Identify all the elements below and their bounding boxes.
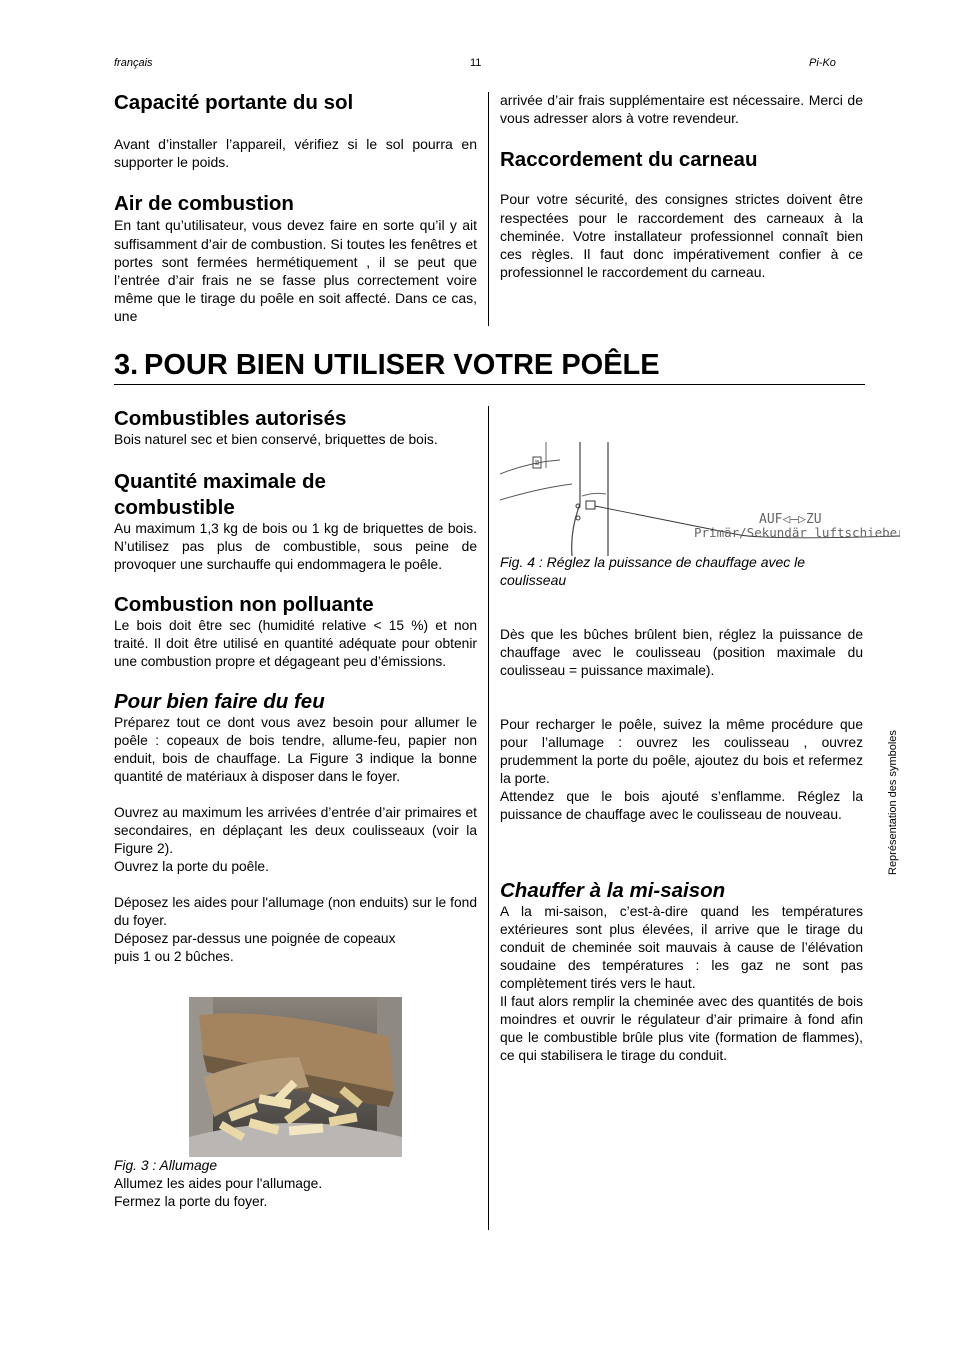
paragraph: puis 1 ou 2 bûches. — [114, 949, 234, 964]
chapter-title: POUR BIEN UTILISER VOTRE POÊLE — [144, 349, 660, 381]
paragraph: Bois naturel sec et bien conservé, briquettes de bois. — [114, 432, 438, 447]
chapter-heading — [114, 346, 865, 385]
heading-quantite-b: combustible — [114, 496, 235, 519]
paragraph: Avant d’installer l’appareil, vérifiez si le sol pourra en supporter le poids. — [114, 136, 477, 171]
paragraph: Ouvrez la porte du poêle. — [114, 859, 269, 874]
paragraph: Ouvrez au maximum les arrivées d’entrée d’air primaires et secondaires, en déplaçant les deux coulisseaux (voir la Figure 2). — [114, 805, 477, 856]
paragraph: Préparez tout ce dont vous avez besoin pour allumer le poêle : copeaux de bois tendre, allume-feu, papier non enduit, bois de chauffage. La Figure 3 indique la bonne quantité de matériaux à disposer dans le foyer. — [114, 715, 477, 784]
fig4-label-auf-zu: AUF◁—▷ZU — [759, 512, 822, 527]
fig3-fire-photo — [189, 997, 402, 1157]
left-column-bottom — [114, 1157, 477, 1211]
paragraph: Fermez la porte du foyer. — [114, 1194, 268, 1209]
top-right-column — [500, 91, 863, 281]
left-column — [114, 406, 477, 966]
header-language: français — [114, 57, 153, 69]
paragraph: arrivée d’air frais supplémentaire est nécessaire. Merci de vous adresser alors à votre revendeur. — [500, 92, 863, 127]
fig4-label-luftschieber: Primär/Sekundär luftschieber — [694, 525, 900, 540]
paragraph: Attendez que le bois ajouté s’enflamme. Réglez la puissance de chauffage avec le coulisseau de nouveau. — [500, 789, 863, 823]
header-product: Pi-Ko — [809, 57, 836, 69]
paragraph: Le bois doit être sec (humidité relative < 15 %) et non traité. Il doit être utilisé en quantité adéquate pour obtenir une combustion propre et dégageant peu d’émissions. — [114, 618, 477, 669]
fig4-caption-a: Fig. 4 : Réglez la puissance de chauffage avec le — [500, 554, 806, 570]
right-column — [500, 553, 863, 1065]
paragraph: Déposez les aides pour l'allumage (non enduits) sur le fond du foyer. — [114, 895, 477, 928]
paragraph: Pour recharger le poêle, suivez la même procédure que pour l’allumage : ouvrez les coulisseau , ouvrez prudemment la porte du poêle, ajoutez du bois et refermez la porte. — [500, 717, 863, 787]
fig4-stove-diagram — [500, 440, 900, 556]
paragraph: En tant qu’utilisateur, vous devez faire en sorte qu’il y ait suffisamment d’air de combustion. Si toutes les fenêtres et portes sont fermées hermétiquement , il se peut que l’entrée d’air frais ne se fasse plus correctement voire même que le tirage du poêle en soit affecté. Dans ce cas, une — [114, 217, 477, 325]
heading-combustion-non-polluante: Combustion non polluante — [114, 593, 374, 616]
paragraph: Dès que les bûches brûlent bien, réglez la puissance de chauffage avec le coulisseau (position maximale du coulisseau = puissance maximale). — [500, 627, 863, 679]
heading-air-combustion: Air de combustion — [114, 192, 294, 216]
chapter-number: 3. — [114, 349, 139, 381]
heading-capacite: Capacité portante du sol — [114, 91, 354, 114]
fig4-caption-b: coulisseau — [500, 572, 567, 589]
heading-mi-saison: Chauffer à la mi-saison — [500, 879, 726, 903]
sidebar-text: Représentation des symboles — [887, 730, 899, 875]
paragraph: Pour votre sécurité, des consignes strictes doivent être respectées pour le raccordement des carneaux à la cheminée. Votre installateur professionnel connaît bien ces règles. Il faut donc impérativement confier à ce professionnel le raccordement du carneau. — [500, 191, 863, 281]
heading-quantite-a: Quantité maximale de — [114, 470, 326, 493]
column-divider-top — [488, 92, 489, 326]
paragraph: Déposez par-dessus une poignée de copeaux — [114, 931, 396, 946]
fig3-caption: Fig. 3 : Allumage — [114, 1158, 218, 1173]
paragraph: A la mi-saison, c’est-à-dire quand les températures extérieures sont plus élevées, il arrive que le tirage du conduit de cheminée soit mauvais à cause de l’élévation soudaine des températures : les gaz ne sont pas complètement tirés vers le haut. — [500, 904, 863, 992]
sidebar-section-label — [886, 705, 900, 875]
heading-raccordement: Raccordement du carneau — [500, 148, 758, 172]
header-page-number: 11 — [470, 57, 482, 69]
heading-bien-faire-feu: Pour bien faire du feu — [114, 690, 325, 713]
paragraph: Il faut alors remplir la cheminée avec des quantités de bois moindres et ouvrir le régulateur d’air primaire à fond afin que le combustible brûle plus vite (formation de flammes), ce qui stabilisera le tirage du conduit. — [500, 994, 863, 1064]
top-left-column — [114, 90, 477, 326]
column-divider-bottom — [488, 406, 489, 1230]
heading-combustibles: Combustibles autorisés — [114, 407, 347, 430]
paragraph: Au maximum 1,3 kg de bois ou 1 kg de briquettes de bois. N’utilisez pas plus de combustible, sous peine de provoquer une surchauffe qui endommagera le poêle. — [114, 521, 477, 572]
paragraph: Allumez les aides pour l'allumage. — [114, 1176, 323, 1191]
